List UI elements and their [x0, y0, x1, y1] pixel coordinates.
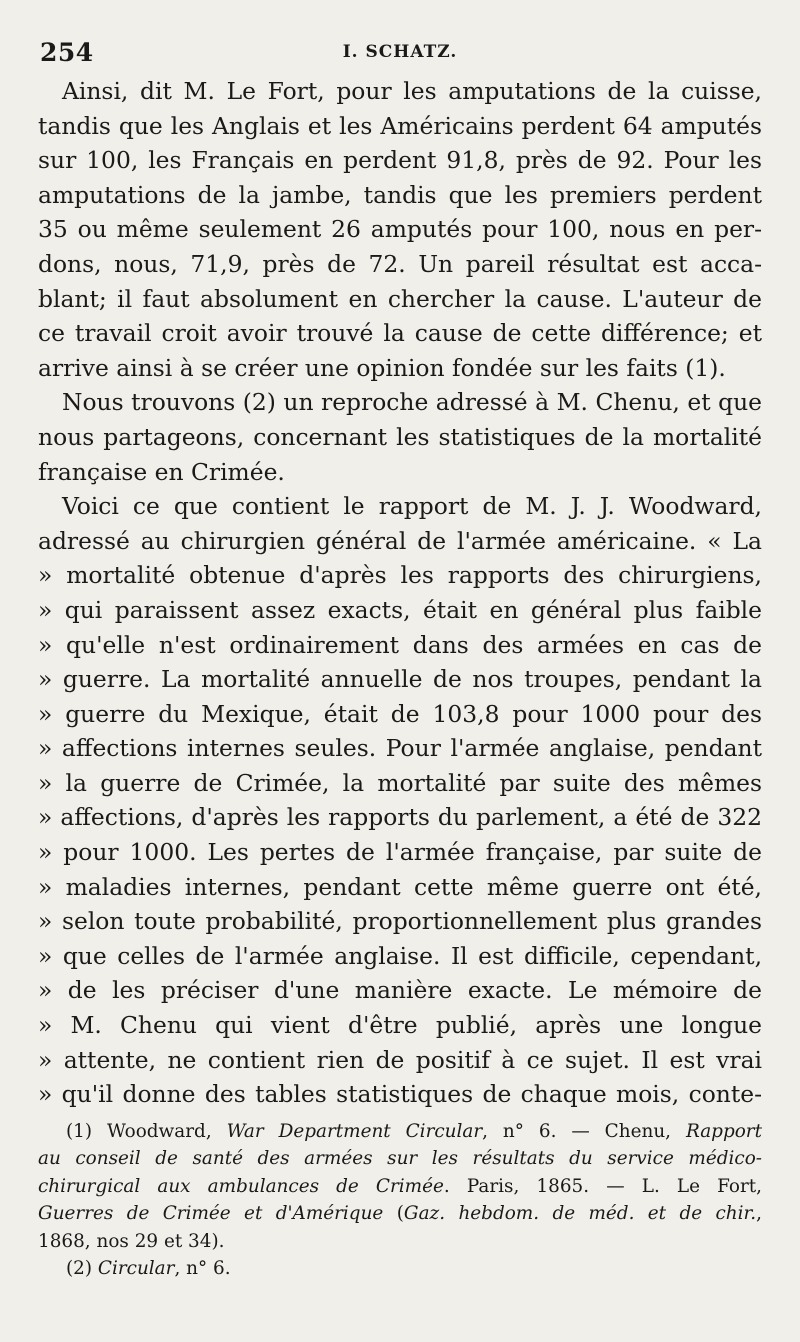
footnote-italic-text: Rapport	[685, 1120, 762, 1142]
text-line: ce travail croit avoir trouvé la cause de cette différence; et	[38, 319, 762, 348]
footnote-2-line	[38, 1255, 762, 1283]
footnotes	[38, 1118, 762, 1283]
text-line: française en Crimée.	[38, 457, 285, 486]
text-line: » qu'il donne des tables statistiques de chaque mois, conte-	[38, 1080, 762, 1109]
text-line: » M. Chenu qui vient d'être publié, après une longue	[38, 1011, 762, 1040]
text-line: » affections internes seules. Pour l'armée anglaise, pendant	[38, 734, 762, 763]
text-line: » affections, d'après les rapports du parlement, a été de 322	[38, 803, 762, 832]
footnote-1-line	[38, 1118, 762, 1146]
text-line: dons, nous, 71,9, près de 72. Un pareil résultat est acca-	[38, 249, 762, 278]
text-line: » que celles de l'armée anglaise. Il est difficile, cependant,	[38, 941, 762, 970]
footnote-text: (1) Woodward,	[66, 1120, 227, 1142]
text-line: Ainsi, dit M. Le Fort, pour les amputations de la cuisse,	[62, 77, 762, 105]
footnote-text: , n° 6.	[174, 1258, 231, 1280]
text-line: » qui paraissent assez exacts, était en général plus faible	[38, 595, 762, 624]
footnote-text: ,	[756, 1203, 762, 1225]
footnote-text: , n° 6. — Chenu,	[482, 1120, 686, 1142]
footnote-italic-text: Guerres de Crimée et d'Amérique	[38, 1203, 384, 1225]
footnote-text: (2)	[66, 1258, 98, 1280]
text-line: » guerre du Mexique, était de 103,8 pour 1000 pour des	[38, 699, 762, 728]
text-line: » guerre. La mortalité annuelle de nos troupes, pendant la	[38, 665, 762, 694]
text-line: » maladies internes, pendant cette même guerre ont été,	[38, 872, 762, 901]
text-line: Voici ce que contient le rapport de M. J. J. Woodward,	[62, 492, 762, 521]
text-line: tandis que les Anglais et les Américains perdent 64 amputés	[38, 111, 762, 140]
text-line: 35 ou même seulement 26 amputés pour 100, nous en per-	[38, 215, 762, 244]
footnote-1-line: au conseil de santé des armées sur les résultats du service médico-	[38, 1148, 762, 1170]
running-head	[38, 30, 762, 74]
text-line: » mortalité obtenue d'après les rapports des chirurgiens,	[38, 561, 762, 590]
footnote-text: (	[383, 1203, 404, 1225]
footnote-italic-text: War Department Circular	[226, 1120, 483, 1142]
footnote-italic-text: Circular	[97, 1258, 175, 1280]
text-line: » de les préciser d'une manière exacte. Le mémoire de	[38, 976, 762, 1005]
footnote-italic-text: Gaz. hebdom. de méd. et de chir.	[403, 1203, 757, 1225]
text-line: arrive ainsi à se créer une opinion fondée sur les faits (1).	[38, 353, 726, 382]
footnote-1-line: 1868, nos 29 et 34).	[38, 1230, 225, 1252]
text-line: Nous trouvons (2) un reproche adressé à M. Chenu, et que	[62, 388, 762, 417]
footnote-text: . Paris, 1865. — L. Le Fort,	[443, 1175, 762, 1197]
text-line: adressé au chirurgien général de l'armée américaine. « La	[38, 526, 762, 555]
text-line: » la guerre de Crimée, la mortalité par suite des mêmes	[38, 768, 762, 797]
footnote-1-line	[38, 1200, 762, 1228]
text-line: blant; il faut absolument en chercher la cause. L'auteur de	[38, 284, 762, 313]
text-line: sur 100, les Français en perdent 91,8, près de 92. Pour les	[38, 146, 762, 175]
text-line: » qu'elle n'est ordinairement dans des armées en cas de	[38, 630, 762, 659]
text-line: » attente, ne contient rien de positif à ce sujet. Il est vrai	[38, 1045, 762, 1074]
text-line: » selon toute probabilité, proportionnellement plus grandes	[38, 907, 762, 936]
body-text	[38, 74, 762, 1112]
footnote-italic-text: chirurgical aux ambulances de Crimée	[38, 1175, 444, 1197]
text-line: nous partageons, concernant les statistiques de la mortalité	[38, 422, 762, 451]
text-line: » pour 1000. Les pertes de l'armée française, par suite de	[38, 838, 762, 867]
page-number: 254	[40, 38, 94, 67]
text-line: amputations de la jambe, tandis que les premiers perdent	[38, 180, 762, 209]
footnote-1-line	[38, 1173, 762, 1201]
running-title: I. SCHATZ.	[342, 42, 458, 62]
